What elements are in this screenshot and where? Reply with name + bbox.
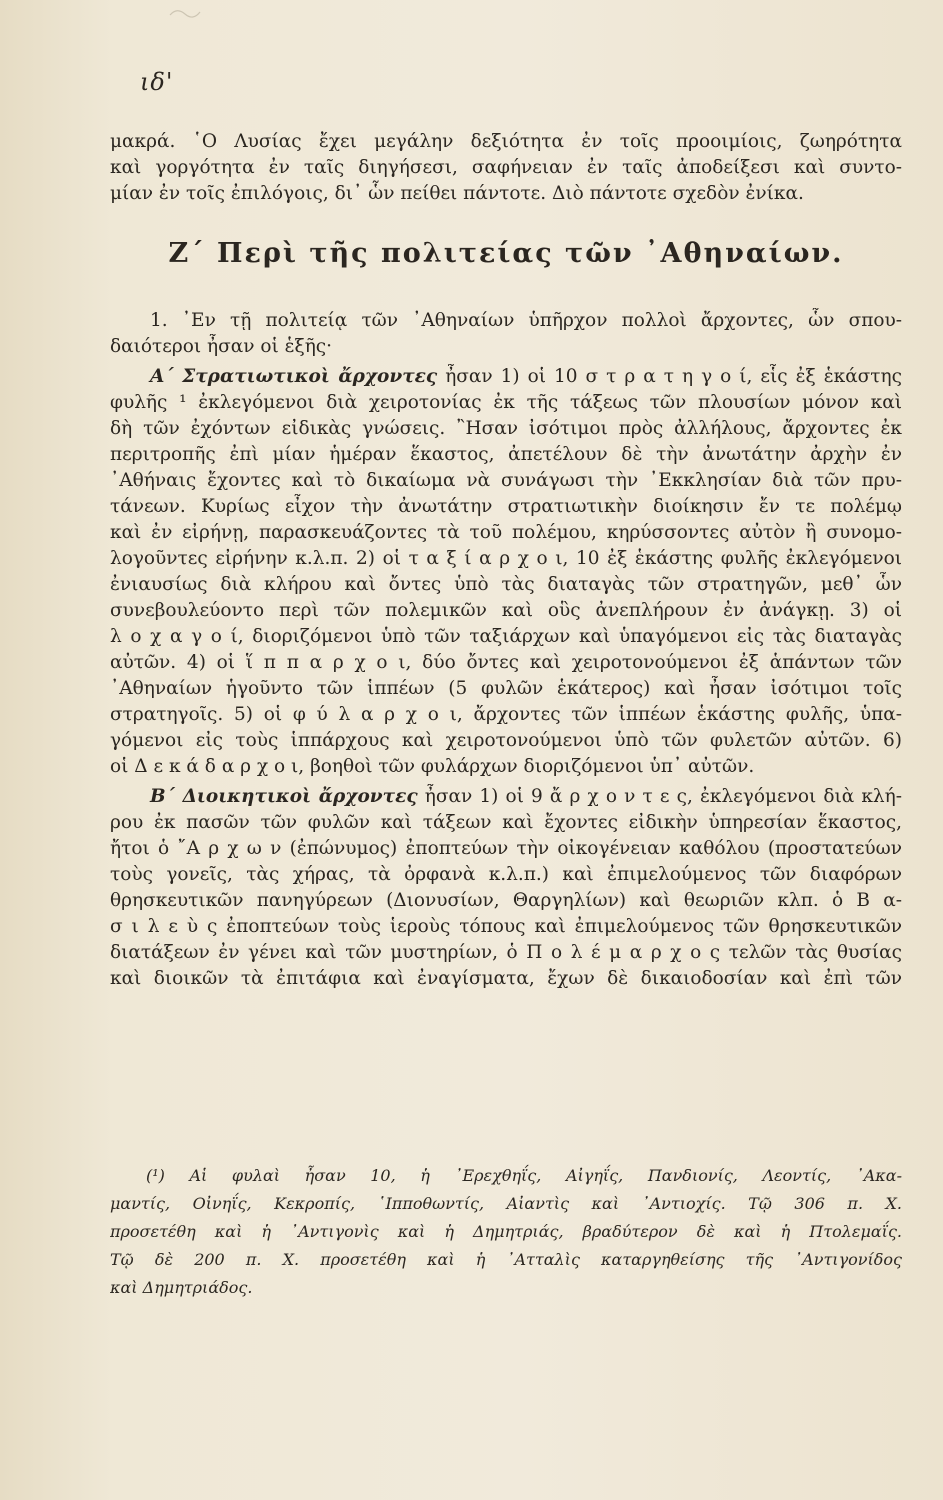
text-line: ἤτοι ὁ ῎Α ρ χ ω ν (ἐπώνυμος) ἐποπτεύων τὴν οἰκογένειαν καθόλου (προστατεύων: [110, 838, 902, 859]
text-line: καὶ γοργότητα ἐν ταῖς διηγήσεσι, σαφήνειαν ἐν ταῖς ἀποδείξεσι καὶ συντο-: [110, 157, 902, 178]
text-line: μακρά. ῾Ο Λυσίας ἔχει μεγάλην δεξιότητα ἐν τοῖς προοιμίοις, ζωηρότητα: [110, 131, 902, 152]
text-line: δαιότεροι ἦσαν οἱ ἑξῆς·: [110, 336, 333, 357]
chapter-heading: Ζ΄ Περὶ τῆς πολιτείας τῶν ᾽Αθηναίων.: [168, 238, 844, 269]
section-first-line: [110, 784, 902, 810]
body-text: [110, 128, 902, 992]
section-label: Α΄ Στρατιωτικοὶ ἄρχοντες: [150, 366, 438, 387]
section-label: Β΄ Διοικητικοὶ ἄρχοντες: [150, 786, 418, 807]
footnote-line: (¹) Αἱ φυλαὶ ἦσαν 10, ἡ ᾽Ερεχθηΐς, Αἰγηΐς, Πανδιονίς, Λεοντίς, ᾽Ακα-: [146, 1166, 902, 1185]
text-line: λογοῦντες εἰρήνην κ.λ.π. 2) οἱ τ α ξ ί α ρ χ ο ι, 10 ἐξ ἑκάστης φυλῆς ἐκλεγόμενοι: [110, 548, 902, 569]
text-line: ᾽Αθήναις ἔχοντες καὶ τὸ δικαίωμα νὰ συνάγωσι τὴν ᾽Εκκλησίαν διὰ τῶν πρυ-: [110, 470, 902, 491]
footnote-line: καὶ Δημητριάδος.: [110, 1278, 253, 1297]
section-first-line: [110, 364, 902, 390]
text-line: στρατηγοῖς. 5) οἱ φ ύ λ α ρ χ ο ι, ἄρχοντες τῶν ἱππέων ἑκάστης φυλῆς, ὑπα-: [110, 704, 902, 725]
text-line: μίαν ἐν τοῖς ἐπιλόγοις, δι᾽ ὧν πείθει πάντοτε. Διὸ πάντοτε σχεδὸν ἐνίκα.: [110, 183, 804, 204]
footnote-line: Τῷ δὲ 200 π. Χ. προσετέθη καὶ ἡ ᾽Ατταλὶς καταργηθείσης τῆς ᾽Αντιγονίδος: [110, 1250, 902, 1269]
footnote-line: προσετέθη καὶ ἡ ᾽Αντιγονὶς καὶ ἡ Δημητριάς, βραδύτερον δὲ καὶ ἡ Πτολεμαΐς.: [110, 1222, 902, 1241]
text-line: περιτροπῆς ἐπὶ μίαν ἡμέραν ἕκαστος, ἀπετέλουν δὲ τὴν ἀνωτάτην ἀρχὴν ἐν: [110, 444, 902, 465]
ornament-mark-icon: [168, 6, 202, 20]
section-first-line-text: ἦσαν 1) οἱ 9 ἄ ρ χ ο ν τ ε ς, ἐκλεγόμενοι διὰ κλή-: [424, 786, 902, 807]
section-military-officials: [110, 364, 902, 780]
text-line: ᾽Αθηναίων ἡγοῦντο τῶν ἱππέων (5 φυλῶν ἑκάτερος) καὶ ἦσαν ἰσότιμοι τοῖς: [110, 678, 902, 699]
footnotes: [110, 1162, 902, 1302]
footnote-line: μαντίς, Οἰνηΐς, Κεκροπίς, ῾Ιπποθωντίς, Αἰαντὶς καὶ ᾽Αντιοχίς. Τῷ 306 π. Χ.: [110, 1194, 902, 1213]
page-number: ιδ': [140, 68, 174, 96]
text-line: θρησκευτικῶν πανηγύρεων (Διονυσίων, Θαργηλίων) καὶ θεωριῶν κλπ. ὁ Β α-: [110, 890, 902, 911]
text-line: οἱ Δ ε κ ά δ α ρ χ ο ι, βοηθοὶ τῶν φυλάρχων διοριζόμενοι ὑπ᾽ αὐτῶν.: [110, 756, 755, 777]
intro-paragraph: [110, 128, 902, 206]
text-line: τάνεων. Κυρίως εἶχον τὴν ἀνωτάτην στρατιωτικὴν διοίκησιν ἔν τε πολέμῳ: [110, 496, 902, 517]
text-line: ρου ἐκ πασῶν τῶν φυλῶν καὶ τάξεων καὶ ἔχοντες εἰδικὴν ὑπηρεσίαν ἕκαστος,: [110, 812, 902, 833]
text-line: φυλῆς ¹ ἐκλεγόμενοι διὰ χειροτονίας ἐκ τῆς τάξεως τῶν πλουσίων μόνον καὶ: [110, 392, 902, 413]
text-line: συνεβουλεύοντο περὶ τῶν πολεμικῶν καὶ οὓς ἀνεπλήρουν ἐν ἀνάγκῃ. 3) οἱ: [110, 600, 902, 621]
text-line: διατάξεων ἐν γένει καὶ τῶν μυστηρίων, ὁ Π ο λ έ μ α ρ χ ο ς τελῶν τὰς θυσίας: [110, 942, 902, 963]
text-line: σ ι λ ε ὺ ς ἐποπτεύων τοὺς ἱεροὺς τόπους καὶ ἐπιμελούμενος τῶν θρησκευτικῶν: [110, 916, 902, 937]
text-line: τοὺς γονεῖς, τὰς χήρας, τὰ ὀρφανὰ κ.λ.π.) καὶ ἐπιμελούμενος τῶν διαφόρων: [110, 864, 902, 885]
text-line: αὐτῶν. 4) οἱ ἵ π π α ρ χ ο ι, δύο ὄντες καὶ χειροτονούμενοι ἐξ ἁπάντων τῶν: [110, 652, 902, 673]
text-line: καὶ διοικῶν τὰ ἐπιτάφια καὶ ἐναγίσματα, ἔχων δὲ δικαιοδοσίαν καὶ ἐπὶ τῶν: [110, 968, 902, 989]
text-line: λ ο χ α γ ο ί, διοριζόμενοι ὑπὸ τῶν ταξιάρχων καὶ ὑπαγόμενοι εἰς τὰς διαταγὰς: [110, 626, 902, 647]
text-line: καὶ ἐν εἰρήνῃ, παρασκευάζοντες τὰ τοῦ πολέμου, κηρύσσοντες αὐτὸν ἢ συνομο-: [110, 522, 902, 543]
paragraph-1: [110, 308, 902, 360]
text-line: δὴ τῶν ἐχόντων εἰδικὰς γνώσεις. ῍Ησαν ἰσότιμοι πρὸς ἀλλήλους, ἄρχοντες ἐκ: [110, 418, 902, 439]
text-line: ἐνιαυσίως διὰ κλήρου καὶ ὄντες ὑπὸ τὰς διαταγὰς τῶν στρατηγῶν, μεθ᾽ ὧν: [110, 574, 902, 595]
text-line: γόμενοι εἰς τοὺς ἱππάρχους καὶ χειροτονούμενοι ὑπὸ τῶν φυλετῶν αὐτῶν. 6): [110, 730, 902, 751]
section-first-line-text: ἦσαν 1) οἱ 10 σ τ ρ α τ η γ ο ί, εἷς ἐξ ἑκάστης: [445, 366, 902, 387]
text-line: 1. ᾽Εν τῇ πολιτείᾳ τῶν ᾽Αθηναίων ὑπῆρχον πολλοὶ ἄρχοντες, ὧν σπου-: [150, 310, 902, 331]
section-administrative-officials: [110, 784, 902, 992]
